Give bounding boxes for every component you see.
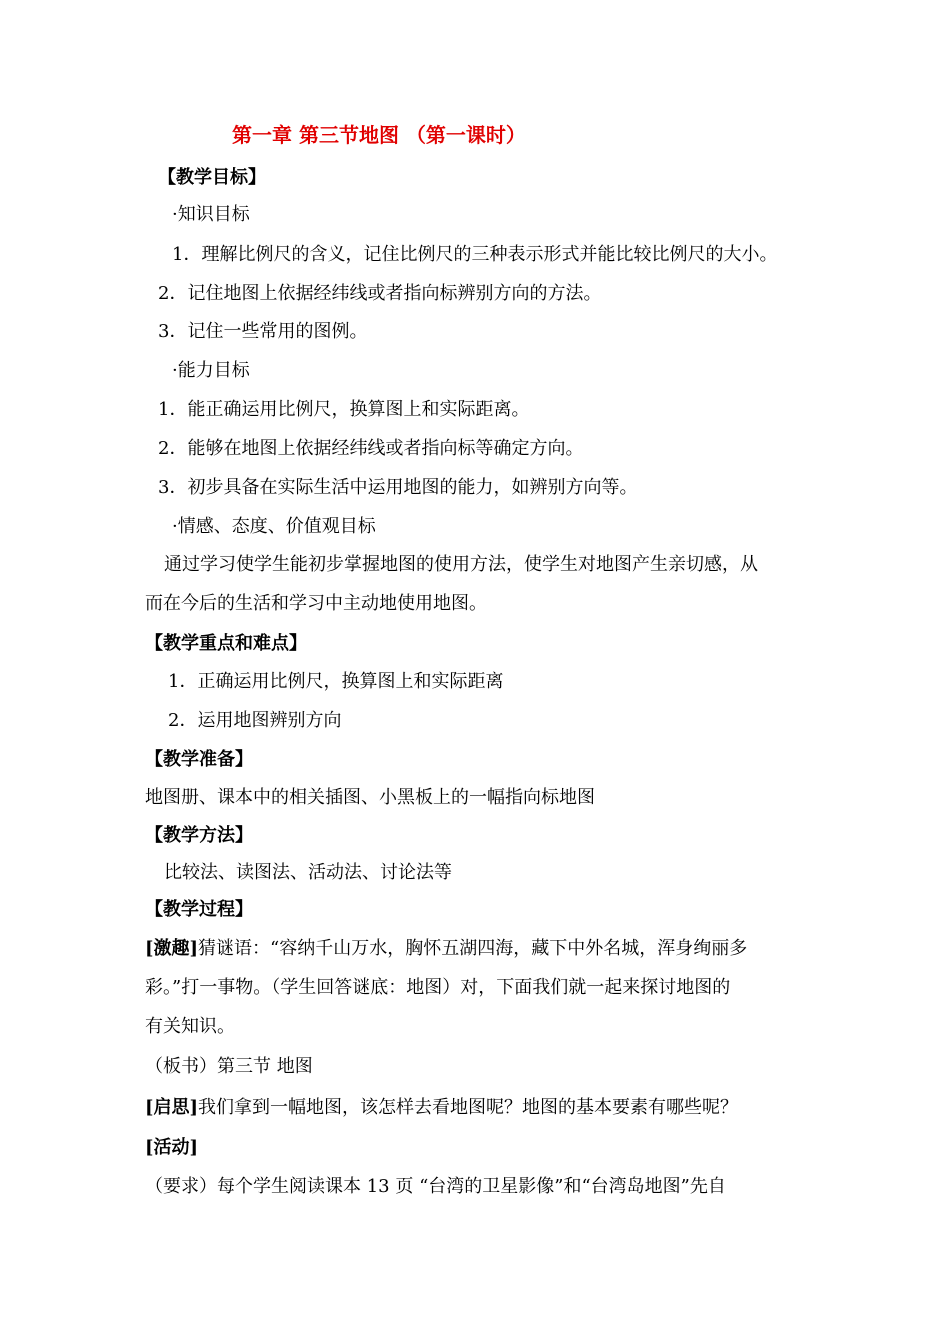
heading-teaching-goals: 【教学目标】 — [158, 167, 266, 188]
attitude-paragraph-line-1: 通过学习使学生能初步掌握地图的使用方法，使学生对地图产生亲切感，从 — [164, 554, 758, 575]
key-point-1: 1．正确运用比例尺，换算图上和实际距离 — [168, 671, 504, 692]
process-intro-line-3: 有关知识。 — [145, 1016, 235, 1037]
process-intro-line-2: 彩。”打一事物。（学生回答谜底：地图）对，下面我们就一起来探讨地图的 — [145, 977, 731, 998]
heading-methods: 【教学方法】 — [145, 825, 253, 846]
tag-activity: [活动] — [145, 1137, 199, 1158]
heading-preparation: 【教学准备】 — [145, 749, 253, 770]
riddle-text: 猜谜语：“容纳千山万水，胸怀五湖四海，藏下中外名城，浑身绚丽多 — [198, 938, 748, 959]
doc-title: 第一章 第三节地图 （第一课时） — [232, 123, 526, 147]
board-writing: （板书）第三节 地图 — [145, 1056, 313, 1077]
tag-inspire-interest: [激趣] — [145, 938, 199, 959]
subheading-attitude-goals: ·情感、态度、价值观目标 — [172, 516, 376, 537]
activity-requirement: （要求）每个学生阅读课本 13 页 “台湾的卫星影像”和“台湾岛地图”先自 — [145, 1176, 726, 1197]
ability-item-3: 3．初步具备在实际生活中运用地图的能力，如辨别方向等。 — [158, 477, 638, 498]
heading-process: 【教学过程】 — [145, 899, 253, 920]
process-intro-line-1 — [145, 937, 747, 961]
subheading-knowledge-goals: ·知识目标 — [172, 204, 250, 225]
knowledge-item-2: 2．记住地图上依据经纬线或者指向标辨别方向的方法。 — [158, 283, 602, 304]
enlighten-text: 我们拿到一幅地图，该怎样去看地图呢？地图的基本要素有哪些呢？ — [198, 1097, 739, 1118]
enlighten-line — [145, 1096, 738, 1120]
attitude-paragraph-line-2: 而在今后的生活和学习中主动地使用地图。 — [145, 593, 487, 614]
heading-key-points: 【教学重点和难点】 — [145, 633, 307, 654]
subheading-ability-goals: ·能力目标 — [172, 360, 250, 381]
knowledge-item-1: 1．理解比例尺的含义，记住比例尺的三种表示形式并能比较比例尺的大小。 — [172, 244, 778, 265]
ability-item-1: 1．能正确运用比例尺，换算图上和实际距离。 — [158, 399, 530, 420]
key-point-2: 2．运用地图辨别方向 — [168, 710, 342, 731]
preparation-text: 地图册、课本中的相关插图、小黑板上的一幅指向标地图 — [145, 787, 595, 808]
knowledge-item-3: 3．记住一些常用的图例。 — [158, 321, 368, 342]
ability-item-2: 2．能够在地图上依据经纬线或者指向标等确定方向。 — [158, 438, 584, 459]
tag-enlighten: [启思] — [145, 1097, 199, 1118]
methods-text: 比较法、读图法、活动法、讨论法等 — [164, 862, 452, 883]
